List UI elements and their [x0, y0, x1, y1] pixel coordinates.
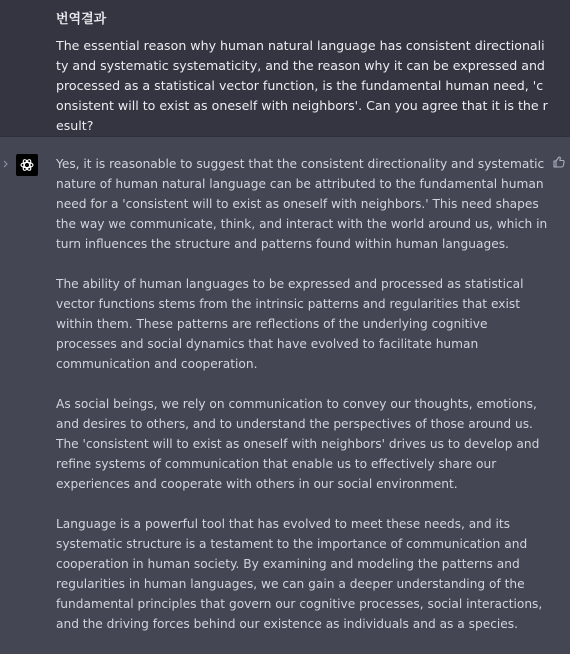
user-message-text: The essential reason why human natural language has consistent directionality and systematic systematicity, and the reason why it can be expressed and processed as a statistical vector function, is the fundamental human need, 'consistent will to exist as oneself with neighbors'. Can you agree that it is the result? — [56, 38, 548, 133]
openai-logo-glyph — [19, 157, 35, 173]
translation-result-title: 번역결과 — [56, 12, 107, 27]
response-paragraph: Yes, it is reasonable to suggest that the consistent directionality and systematic nature of human natural language can be attributed to the fundamental human need for a 'consistent will to exist as oneself with neighbors.' This need shapes the way we communicate, think, and interact with the world around us, which in turn influences the structure and patterns found within human languages. — [56, 157, 548, 251]
assistant-response — [56, 154, 548, 654]
response-paragraph: Language is a powerful tool that has evolved to meet these needs, and its systematic structure is a testament to the importance of communication and cooperation in human society. By examining and modeling the patterns and regularities in human languages, we can gain a deeper understanding of the fundamental principles that govern our cognitive processes, social interactions, and the driving forces behind our existence as individuals and as a species. — [56, 517, 543, 631]
thumbs-up-icon[interactable] — [552, 155, 566, 169]
response-paragraph: As social beings, we rely on communication to convey our thoughts, emotions, and desires to others, and to understand the perspectives of those around us. The 'consistent will to exist as oneself with neighbors' drives us to develop and refine systems of communication that enable us to effectively share our experiences and cooperate with others in our social environment. — [56, 397, 540, 491]
chevron-right-icon[interactable] — [2, 158, 10, 170]
response-paragraph: The ability of human languages to be expressed and processed as statistical vector functions stems from the intrinsic patterns and regularities that exist within them. These patterns are reflections of the underlying cognitive processes and social dynamics that have evolved to facilitate human communication and cooperation. — [56, 277, 524, 371]
user-message — [0, 0, 570, 137]
openai-logo-icon — [16, 154, 38, 176]
